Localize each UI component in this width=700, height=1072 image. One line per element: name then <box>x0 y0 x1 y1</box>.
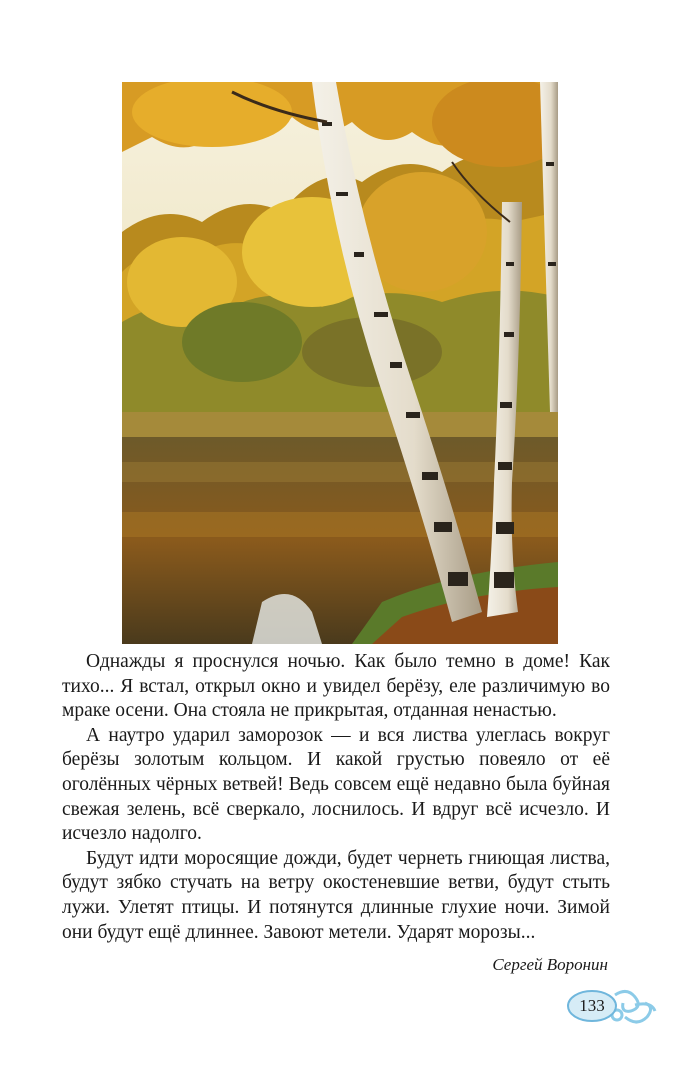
autumn-birch-photo <box>122 82 558 644</box>
page-number: 133 <box>579 996 605 1015</box>
paragraph-2: А наутро ударил заморозок — и вся листва улеглась вокруг берёзы золотым кольцом. И какой грустью повеяло от её оголённых чёрных ветвей! Ведь совсем ещё недавно была буйная свежая зелень, всё сверкало, лоснилось. И вдруг всё исчезло. И исчезло надолго. <box>62 724 610 845</box>
author-name: Сергей Воронин <box>492 955 608 974</box>
paragraph-1: Однажды я проснулся ночью. Как было темно в доме! Как тихо... Я встал, открыл окно и увидел берёзу, еле различимую во мраке осени. Она стояла не прикрытая, отданная ненастью. <box>62 651 610 722</box>
ornament-icon <box>612 991 655 1022</box>
paragraph-3: Будут идти моросящие дожди, будет чернеть гниющая листва, будут зябко стучать на ветру окостеневшие ветви, будут стыть лужи. Улетят птицы. И потянутся длинные глухие ночи. Зимой они будут ещё длиннее. Завоют метели. Ударят морозы... <box>62 847 610 943</box>
story-text <box>62 650 610 945</box>
